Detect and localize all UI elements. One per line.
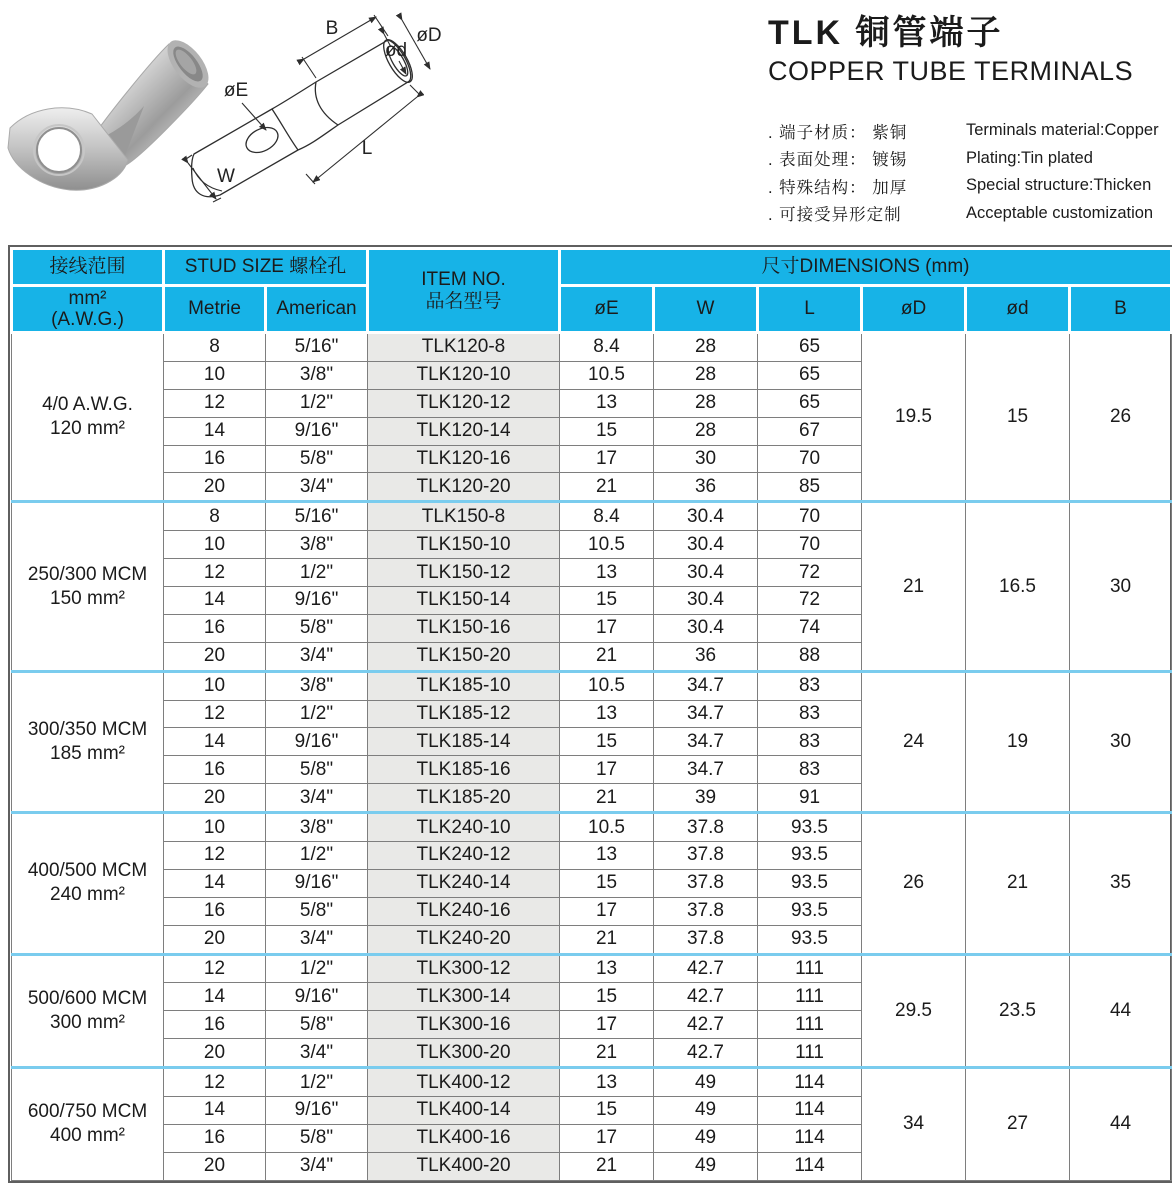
dim-l-cell: 93.5 [758, 925, 862, 954]
spec-en-plating: Plating:Tin plated [966, 148, 1093, 167]
wire-range-cell: 300/350 MCM 185 mm² [12, 671, 164, 812]
item-no-cell: TLK120-14 [368, 417, 560, 445]
item-no-cell: TLK240-14 [368, 869, 560, 897]
american-stud-cell: 5/8" [266, 756, 368, 784]
dim-l-cell: 83 [758, 671, 862, 700]
dim-w-cell: 37.8 [654, 813, 758, 842]
dim-inner-d-cell: 16.5 [966, 502, 1070, 671]
label-length: L [361, 138, 373, 159]
metric-stud-cell: 14 [164, 417, 266, 445]
dim-w-cell: 28 [654, 361, 758, 389]
dim-w-cell: 37.8 [654, 869, 758, 897]
dim-l-cell: 72 [758, 587, 862, 615]
table-row [12, 1068, 1172, 1097]
item-no-cell: TLK300-16 [368, 1011, 560, 1039]
dim-l-cell: 111 [758, 1039, 862, 1068]
item-no-cell: TLK120-12 [368, 389, 560, 417]
american-stud-cell: 3/8" [266, 671, 368, 700]
dim-w-cell: 36 [654, 473, 758, 502]
american-stud-cell: 9/16" [266, 587, 368, 615]
dim-inner-d-cell: 15 [966, 333, 1070, 502]
page-subtitle: COPPER TUBE TERMINALS [768, 56, 1134, 87]
spec-zh-custom: . 可接受异形定制 [768, 206, 902, 225]
dim-e-cell: 13 [560, 842, 654, 870]
item-no-cell: TLK300-14 [368, 983, 560, 1011]
dim-e-cell: 13 [560, 700, 654, 728]
dim-b-cell: 44 [1070, 954, 1172, 1068]
dim-l-cell: 72 [758, 559, 862, 587]
dim-l-cell: 111 [758, 983, 862, 1011]
metric-stud-cell: 16 [164, 756, 266, 784]
item-no-cell: TLK240-10 [368, 813, 560, 842]
dim-e-cell: 21 [560, 473, 654, 502]
metric-stud-cell: 16 [164, 614, 266, 642]
american-stud-cell: 5/8" [266, 1011, 368, 1039]
metric-stud-cell: 20 [164, 1039, 266, 1068]
item-no-cell: TLK120-20 [368, 473, 560, 502]
dim-l-cell: 88 [758, 642, 862, 671]
item-no-cell: TLK150-14 [368, 587, 560, 615]
item-no-cell: TLK150-16 [368, 614, 560, 642]
table-row [12, 813, 1172, 842]
metric-stud-cell: 14 [164, 1097, 266, 1125]
table-row [12, 671, 1172, 700]
dim-l-cell: 114 [758, 1152, 862, 1180]
dim-l-cell: 83 [758, 700, 862, 728]
dim-l-cell: 83 [758, 728, 862, 756]
col-header-dim-l: L [758, 286, 862, 333]
table-row [12, 502, 1172, 531]
dim-l-cell: 111 [758, 1011, 862, 1039]
spec-table [10, 247, 1173, 1181]
dim-e-cell: 8.4 [560, 333, 654, 362]
dim-w-cell: 42.7 [654, 1039, 758, 1068]
dim-e-cell: 17 [560, 1124, 654, 1152]
spec-row [768, 172, 1170, 200]
item-no-cell: TLK185-10 [368, 671, 560, 700]
col-header-wire-range: 接线范围 [12, 249, 164, 286]
dim-w-cell: 39 [654, 784, 758, 813]
metric-stud-cell: 20 [164, 784, 266, 813]
dim-b-cell: 30 [1070, 502, 1172, 671]
american-stud-cell: 3/4" [266, 473, 368, 502]
american-stud-cell: 3/4" [266, 1152, 368, 1180]
dim-inner-d-cell: 23.5 [966, 954, 1070, 1068]
label-outer-d: øD [416, 25, 442, 46]
dim-b-cell: 30 [1070, 671, 1172, 812]
dim-l-cell: 67 [758, 417, 862, 445]
dim-l-cell: 93.5 [758, 842, 862, 870]
wire-range-cell: 250/300 MCM 150 mm² [12, 502, 164, 671]
col-header-dim-e: øE [560, 286, 654, 333]
dim-e-cell: 15 [560, 1097, 654, 1125]
dim-l-cell: 70 [758, 445, 862, 473]
table-row [12, 333, 1172, 362]
item-no-cell: TLK120-16 [368, 445, 560, 473]
dim-e-cell: 13 [560, 954, 654, 983]
spec-en-material: Terminals material:Copper [966, 121, 1159, 140]
metric-stud-cell: 12 [164, 1068, 266, 1097]
dim-e-cell: 17 [560, 445, 654, 473]
metric-stud-cell: 16 [164, 1124, 266, 1152]
dim-w-cell: 30.4 [654, 502, 758, 531]
dim-l-cell: 93.5 [758, 813, 862, 842]
dim-e-cell: 15 [560, 728, 654, 756]
dim-l-cell: 83 [758, 756, 862, 784]
dim-inner-d-cell: 21 [966, 813, 1070, 954]
dim-w-cell: 49 [654, 1124, 758, 1152]
dim-outer-d-cell: 26 [862, 813, 966, 954]
page-title: TLK 铜管端子 [768, 14, 1004, 52]
item-no-cell: TLK400-14 [368, 1097, 560, 1125]
item-no-cell: TLK185-14 [368, 728, 560, 756]
dim-outer-d-cell: 21 [862, 502, 966, 671]
american-stud-cell: 9/16" [266, 417, 368, 445]
item-no-cell: TLK400-16 [368, 1124, 560, 1152]
dim-l-cell: 65 [758, 361, 862, 389]
col-header-american: American [266, 286, 368, 333]
dim-b-cell: 44 [1070, 1068, 1172, 1181]
spec-row [768, 117, 1170, 145]
item-no-cell: TLK400-12 [368, 1068, 560, 1097]
dim-l-cell: 114 [758, 1068, 862, 1097]
dim-outer-d-cell: 19.5 [862, 333, 966, 502]
metric-stud-cell: 14 [164, 728, 266, 756]
dim-w-cell: 49 [654, 1097, 758, 1125]
dim-l-cell: 93.5 [758, 897, 862, 925]
item-no-cell: TLK150-20 [368, 642, 560, 671]
spec-row [768, 145, 1170, 173]
american-stud-cell: 3/4" [266, 784, 368, 813]
dim-w-cell: 49 [654, 1068, 758, 1097]
col-header-dim-w: W [654, 286, 758, 333]
spec-zh-plating: . 表面处理： 镀锡 [768, 151, 908, 170]
dim-inner-d-cell: 27 [966, 1068, 1070, 1181]
dim-e-cell: 21 [560, 784, 654, 813]
dim-e-cell: 21 [560, 642, 654, 671]
dim-w-cell: 34.7 [654, 700, 758, 728]
col-header-item-no [368, 249, 560, 333]
dim-w-cell: 30 [654, 445, 758, 473]
dim-e-cell: 10.5 [560, 671, 654, 700]
item-no-cell: TLK300-12 [368, 954, 560, 983]
metric-stud-cell: 10 [164, 671, 266, 700]
spec-zh-material: . 端子材质： 紫铜 [768, 123, 908, 142]
american-stud-cell: 1/2" [266, 389, 368, 417]
spec-table-wrap [8, 245, 1172, 1183]
american-stud-cell: 9/16" [266, 1097, 368, 1125]
american-stud-cell: 1/2" [266, 700, 368, 728]
metric-stud-cell: 14 [164, 869, 266, 897]
header-info [768, 14, 1170, 227]
dim-e-cell: 8.4 [560, 502, 654, 531]
dim-e-cell: 15 [560, 983, 654, 1011]
metric-stud-cell: 12 [164, 842, 266, 870]
dim-w-cell: 30.4 [654, 531, 758, 559]
dim-w-cell: 28 [654, 389, 758, 417]
dim-l-cell: 111 [758, 954, 862, 983]
item-no-cell: TLK120-10 [368, 361, 560, 389]
american-stud-cell: 5/8" [266, 897, 368, 925]
col-header-dim-inner-d: ød [966, 286, 1070, 333]
dimension-diagram [180, 8, 760, 226]
dim-w-cell: 37.8 [654, 842, 758, 870]
dim-l-cell: 114 [758, 1097, 862, 1125]
label-b: B [325, 18, 339, 39]
dim-e-cell: 21 [560, 1152, 654, 1180]
american-stud-cell: 3/8" [266, 361, 368, 389]
item-no-cell: TLK120-8 [368, 333, 560, 362]
dim-e-cell: 13 [560, 389, 654, 417]
item-no-cell: TLK240-12 [368, 842, 560, 870]
wire-range-cell: 600/750 MCM 400 mm² [12, 1068, 164, 1181]
american-stud-cell: 1/2" [266, 954, 368, 983]
american-stud-cell: 9/16" [266, 983, 368, 1011]
dim-outer-d-cell: 34 [862, 1068, 966, 1181]
metric-stud-cell: 20 [164, 925, 266, 954]
dim-w-cell: 30.4 [654, 587, 758, 615]
metric-stud-cell: 10 [164, 813, 266, 842]
range-unit-awg: (A.W.G.) [51, 309, 124, 330]
dim-w-cell: 34.7 [654, 728, 758, 756]
dim-e-cell: 21 [560, 925, 654, 954]
spec-en-structure: Special structure:Thicken [966, 176, 1152, 195]
dim-b-cell: 35 [1070, 813, 1172, 954]
table-header [12, 249, 1172, 333]
item-no-cell: TLK400-20 [368, 1152, 560, 1180]
dim-w-cell: 42.7 [654, 1011, 758, 1039]
dim-b-cell: 26 [1070, 333, 1172, 502]
dim-w-cell: 34.7 [654, 756, 758, 784]
metric-stud-cell: 12 [164, 954, 266, 983]
metric-stud-cell: 20 [164, 473, 266, 502]
item-no-cell: TLK185-20 [368, 784, 560, 813]
dim-w-cell: 30.4 [654, 559, 758, 587]
col-header-metric: Metrie [164, 286, 266, 333]
table-row [12, 954, 1172, 983]
metric-stud-cell: 12 [164, 559, 266, 587]
american-stud-cell: 9/16" [266, 869, 368, 897]
metric-stud-cell: 10 [164, 531, 266, 559]
metric-stud-cell: 12 [164, 700, 266, 728]
metric-stud-cell: 16 [164, 897, 266, 925]
dim-e-cell: 21 [560, 1039, 654, 1068]
metric-stud-cell: 20 [164, 1152, 266, 1180]
spec-list [768, 117, 1170, 227]
dim-l-cell: 74 [758, 614, 862, 642]
dim-e-cell: 10.5 [560, 813, 654, 842]
item-no-cell: TLK150-8 [368, 502, 560, 531]
metric-stud-cell: 20 [164, 642, 266, 671]
metric-stud-cell: 14 [164, 983, 266, 1011]
item-no-en: ITEM NO. [421, 269, 506, 291]
table-body [12, 333, 1172, 1181]
item-no-cell: TLK185-12 [368, 700, 560, 728]
metric-stud-cell: 16 [164, 445, 266, 473]
item-no-cell: TLK300-20 [368, 1039, 560, 1068]
american-stud-cell: 5/8" [266, 614, 368, 642]
item-no-cell: TLK150-10 [368, 531, 560, 559]
label-width: W [217, 166, 235, 187]
dim-w-cell: 37.8 [654, 897, 758, 925]
dim-l-cell: 70 [758, 502, 862, 531]
item-no-cell: TLK240-20 [368, 925, 560, 954]
dim-e-cell: 15 [560, 869, 654, 897]
metric-stud-cell: 12 [164, 389, 266, 417]
metric-stud-cell: 8 [164, 502, 266, 531]
label-inner-d: ød [384, 40, 408, 61]
dim-e-cell: 13 [560, 559, 654, 587]
dim-w-cell: 28 [654, 417, 758, 445]
american-stud-cell: 3/8" [266, 813, 368, 842]
american-stud-cell: 1/2" [266, 559, 368, 587]
wire-range-cell: 400/500 MCM 240 mm² [12, 813, 164, 954]
dim-e-cell: 17 [560, 756, 654, 784]
dim-l-cell: 85 [758, 473, 862, 502]
col-header-range-unit [12, 286, 164, 333]
item-no-cell: TLK150-12 [368, 559, 560, 587]
american-stud-cell: 5/8" [266, 445, 368, 473]
dim-e-cell: 17 [560, 897, 654, 925]
american-stud-cell: 3/4" [266, 1039, 368, 1068]
wire-range-cell: 4/0 A.W.G. 120 mm² [12, 333, 164, 502]
dim-e-cell: 15 [560, 417, 654, 445]
col-header-stud-size: STUD SIZE 螺栓孔 [164, 249, 368, 286]
dim-l-cell: 65 [758, 389, 862, 417]
label-hole-d: øE [223, 80, 249, 101]
col-header-dim-b: B [1070, 286, 1172, 333]
dim-l-cell: 91 [758, 784, 862, 813]
dim-w-cell: 42.7 [654, 954, 758, 983]
metric-stud-cell: 10 [164, 361, 266, 389]
dim-e-cell: 17 [560, 614, 654, 642]
item-no-cell: TLK240-16 [368, 897, 560, 925]
american-stud-cell: 3/4" [266, 642, 368, 671]
american-stud-cell: 1/2" [266, 842, 368, 870]
spec-row [768, 200, 1170, 228]
range-unit-mm2: mm² [68, 287, 107, 309]
dim-l-cell: 114 [758, 1124, 862, 1152]
american-stud-cell: 3/4" [266, 925, 368, 954]
american-stud-cell: 9/16" [266, 728, 368, 756]
american-stud-cell: 5/8" [266, 1124, 368, 1152]
dim-w-cell: 30.4 [654, 614, 758, 642]
metric-stud-cell: 8 [164, 333, 266, 362]
dim-e-cell: 15 [560, 587, 654, 615]
dim-l-cell: 65 [758, 333, 862, 362]
dim-w-cell: 36 [654, 642, 758, 671]
dim-outer-d-cell: 24 [862, 671, 966, 812]
wire-range-cell: 500/600 MCM 300 mm² [12, 954, 164, 1068]
item-no-cell: TLK185-16 [368, 756, 560, 784]
metric-stud-cell: 14 [164, 587, 266, 615]
dim-inner-d-cell: 19 [966, 671, 1070, 812]
dim-e-cell: 10.5 [560, 361, 654, 389]
dim-w-cell: 42.7 [654, 983, 758, 1011]
item-no-zh: 品名型号 [425, 290, 502, 312]
dim-e-cell: 17 [560, 1011, 654, 1039]
american-stud-cell: 5/16" [266, 502, 368, 531]
spec-en-custom: Acceptable customization [966, 203, 1154, 222]
american-stud-cell: 3/8" [266, 531, 368, 559]
metric-stud-cell: 16 [164, 1011, 266, 1039]
dim-e-cell: 10.5 [560, 531, 654, 559]
spec-zh-structure: . 特殊结构： 加厚 [768, 178, 908, 197]
dim-w-cell: 34.7 [654, 671, 758, 700]
dim-w-cell: 49 [654, 1152, 758, 1180]
american-stud-cell: 1/2" [266, 1068, 368, 1097]
dim-l-cell: 70 [758, 531, 862, 559]
col-header-dim-outer-d: øD [862, 286, 966, 333]
american-stud-cell: 5/16" [266, 333, 368, 362]
col-header-dimensions: 尺寸DIMENSIONS (mm) [560, 249, 1172, 286]
dim-l-cell: 93.5 [758, 869, 862, 897]
dim-e-cell: 13 [560, 1068, 654, 1097]
dim-w-cell: 37.8 [654, 925, 758, 954]
dim-outer-d-cell: 29.5 [862, 954, 966, 1068]
dim-w-cell: 28 [654, 333, 758, 362]
